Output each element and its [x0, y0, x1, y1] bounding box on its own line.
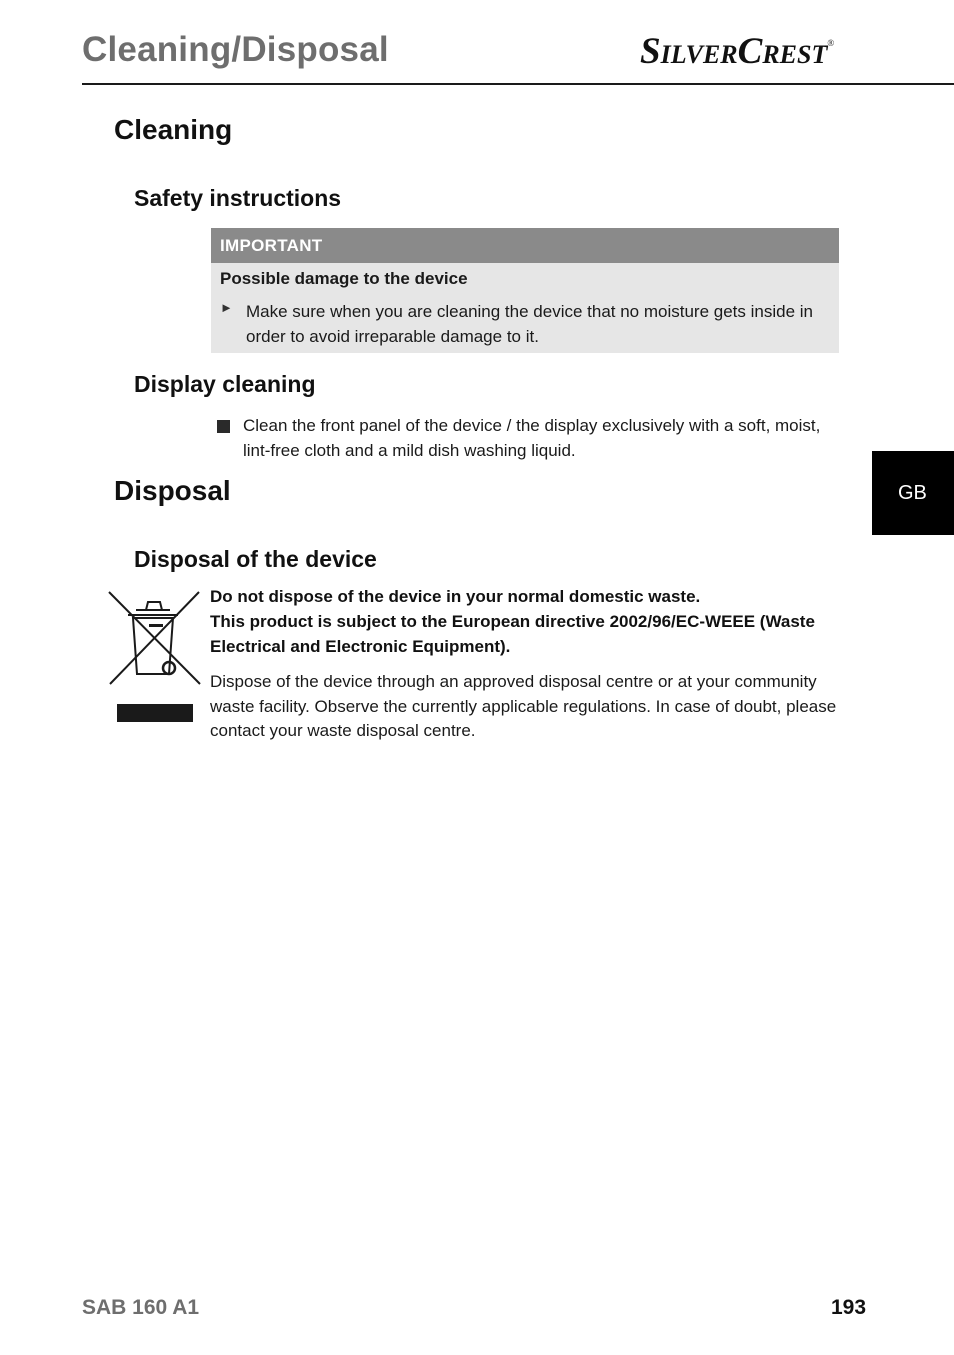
- footer-model: SAB 160 A1: [82, 1296, 200, 1319]
- important-label: IMPORTANT: [220, 236, 323, 255]
- language-tab-label: GB: [898, 482, 927, 504]
- weee-crossed-bin-icon: [106, 588, 202, 726]
- arrow-bullet-icon: ►: [220, 300, 233, 315]
- brand-logo: SILVERCREST®: [640, 31, 835, 72]
- disposal-warning: Do not dispose of the device in your normal domestic waste.: [210, 587, 701, 606]
- weee-directive-note: This product is subject to the European directive 2002/96/EC-WEEE (Waste Electrical and Electronic Equipment).: [210, 612, 815, 656]
- language-tab: [872, 451, 954, 535]
- important-subtitle: Possible damage to the device: [220, 269, 468, 288]
- disposal-instructions: Dispose of the device through an approved disposal centre or at your community waste facility. Observe the currently applicable regulations. In case of doubt, please contact your waste disposal centre.: [210, 672, 837, 740]
- section-heading-cleaning: Cleaning: [114, 114, 233, 145]
- subheading-safety-instructions: Safety instructions: [134, 185, 342, 211]
- important-text: Make sure when you are cleaning the device that no moisture gets inside in order to avoid irreparable damage to it.: [246, 302, 813, 346]
- subheading-display-cleaning: Display cleaning: [134, 371, 316, 397]
- section-heading-disposal: Disposal: [114, 475, 231, 506]
- page-number: 193: [831, 1296, 867, 1319]
- important-box-header: [211, 228, 839, 263]
- display-cleaning-text: Clean the front panel of the device / the display exclusively with a soft, moist, lint-free cloth and a mild dish washing liquid.: [243, 416, 821, 460]
- subheading-disposal-of-device: Disposal of the device: [134, 546, 377, 572]
- page-title: Cleaning/Disposal: [82, 30, 389, 69]
- header-divider: [82, 83, 954, 85]
- important-box-body: [211, 263, 839, 353]
- square-bullet-icon: [217, 420, 230, 433]
